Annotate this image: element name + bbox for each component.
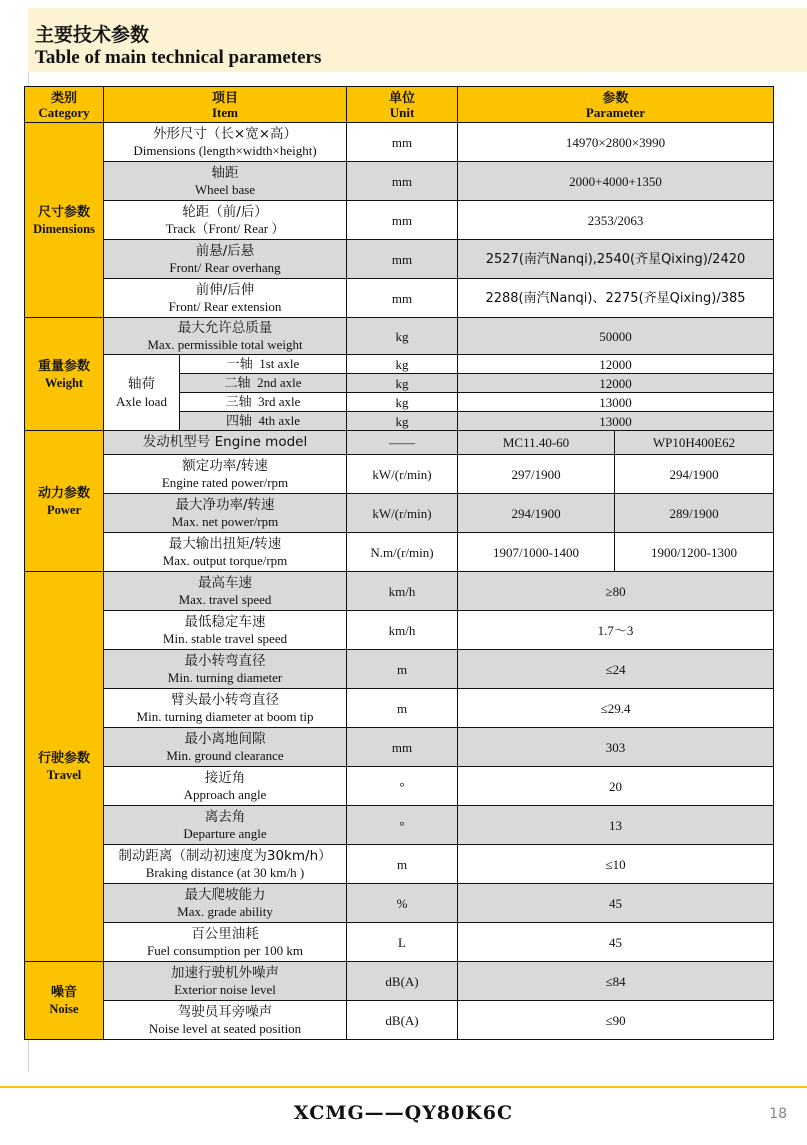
table-row <box>25 650 774 689</box>
unit-cell: m <box>347 689 458 728</box>
item-cell: 前伸/后伸 Front/ Rear extension <box>104 279 347 318</box>
item-cell: 驾驶员耳旁噪声 Noise level at seated position <box>104 1001 347 1040</box>
axle-item: 二轴 2nd axle <box>180 374 347 393</box>
unit-cell: % <box>347 884 458 923</box>
value-cell: 289/1900 <box>615 494 774 533</box>
unit-cell: km/h <box>347 572 458 611</box>
item-cell: 离去角 Departure angle <box>104 806 347 845</box>
unit-cell: mm <box>347 240 458 279</box>
value-cell: 2527(南汽Nanqi),2540(齐星Qixing)/2420 <box>458 240 774 279</box>
page-number: 18 <box>769 1106 787 1122</box>
value-cell: WP10H400E62 <box>615 431 774 455</box>
table-row <box>25 162 774 201</box>
unit-cell: m <box>347 650 458 689</box>
table-row <box>25 318 774 355</box>
value-cell: 1907/1000-1400 <box>458 533 615 572</box>
value-cell: ≤29.4 <box>458 689 774 728</box>
item-cell: 最低稳定车速 Min. stable travel speed <box>104 611 347 650</box>
table-row <box>25 279 774 318</box>
unit-cell: ° <box>347 806 458 845</box>
axle-item: 四轴 4th axle <box>180 412 347 431</box>
category-travel: 行驶参数 Travel <box>25 572 104 962</box>
header-unit: 单位 Unit <box>347 87 458 123</box>
footer-divider <box>0 1086 807 1088</box>
table-row <box>25 767 774 806</box>
value-cell: 13000 <box>458 393 774 412</box>
item-cell: 臂头最小转弯直径 Min. turning diameter at boom tip <box>104 689 347 728</box>
unit-cell: —— <box>347 431 458 455</box>
table-row <box>25 201 774 240</box>
header-item: 项目 Item <box>104 87 347 123</box>
item-cell: 最大净功率/转速 Max. net power/rpm <box>104 494 347 533</box>
category-dimensions: 尺寸参数 Dimensions <box>25 123 104 318</box>
category-power: 动力参数 Power <box>25 431 104 572</box>
value-cell: 294/1900 <box>458 494 615 533</box>
value-cell: 45 <box>458 923 774 962</box>
table-row <box>25 240 774 279</box>
spec-table <box>24 86 774 1040</box>
value-cell: 297/1900 <box>458 455 615 494</box>
value-cell: 50000 <box>458 318 774 355</box>
value-cell: 2000+4000+1350 <box>458 162 774 201</box>
header-category: 类别 Category <box>25 87 104 123</box>
unit-cell: dB(A) <box>347 1001 458 1040</box>
table-row <box>25 845 774 884</box>
item-cell: 最大爬坡能力 Max. grade ability <box>104 884 347 923</box>
unit-cell: mm <box>347 123 458 162</box>
value-cell: MC11.40-60 <box>458 431 615 455</box>
unit-cell: mm <box>347 201 458 240</box>
axle-item: 三轴 3rd axle <box>180 393 347 412</box>
item-cell: 接近角 Approach angle <box>104 767 347 806</box>
value-cell: 303 <box>458 728 774 767</box>
value-cell: 2288(南汽Nanqi)、2275(齐星Qixing)/385 <box>458 279 774 318</box>
unit-cell: m <box>347 845 458 884</box>
category-noise: 噪音 Noise <box>25 962 104 1040</box>
table-row <box>25 533 774 572</box>
value-cell: ≤90 <box>458 1001 774 1040</box>
value-cell: 1900/1200-1300 <box>615 533 774 572</box>
value-cell: ≤24 <box>458 650 774 689</box>
value-cell: ≤84 <box>458 962 774 1001</box>
footer-model: XCMG——QY80K6C <box>293 1102 514 1124</box>
item-cell: 最小转弯直径 Min. turning diameter <box>104 650 347 689</box>
table-row <box>25 494 774 533</box>
unit-cell: N.m/(r/min) <box>347 533 458 572</box>
table-row <box>25 123 774 162</box>
table-header-row <box>25 87 774 123</box>
value-cell: 13 <box>458 806 774 845</box>
unit-cell: dB(A) <box>347 962 458 1001</box>
table-row <box>25 455 774 494</box>
unit-cell: kW/(r/min) <box>347 455 458 494</box>
item-cell: 加速行驶机外噪声 Exterior noise level <box>104 962 347 1001</box>
table-row <box>25 806 774 845</box>
item-cell: 最小离地间隙 Min. ground clearance <box>104 728 347 767</box>
unit-cell: km/h <box>347 611 458 650</box>
value-cell: 12000 <box>458 355 774 374</box>
item-cell: 制动距离（制动初速度为30km/h） Braking distance (at 30 km/h ) <box>104 845 347 884</box>
value-cell: 20 <box>458 767 774 806</box>
value-cell: ≥80 <box>458 572 774 611</box>
item-cell: 最大输出扭矩/转速 Max. output torque/rpm <box>104 533 347 572</box>
table-row <box>25 689 774 728</box>
page-title-en: Table of main technical parameters <box>35 47 322 68</box>
axle-load-label: 轴荷 Axle load <box>104 355 180 431</box>
table-row <box>25 572 774 611</box>
value-cell: ≤10 <box>458 845 774 884</box>
item-cell: 额定功率/转速 Engine rated power/rpm <box>104 455 347 494</box>
unit-cell: kg <box>347 412 458 431</box>
table-row <box>25 611 774 650</box>
unit-cell: ° <box>347 767 458 806</box>
unit-cell: mm <box>347 279 458 318</box>
unit-cell: mm <box>347 728 458 767</box>
table-row <box>25 431 774 455</box>
unit-cell: mm <box>347 162 458 201</box>
item-cell: 最大允许总质量 Max. permissible total weight <box>104 318 347 355</box>
value-cell: 12000 <box>458 374 774 393</box>
unit-cell: kW/(r/min) <box>347 494 458 533</box>
item-cell: 外形尺寸（长×宽×高） Dimensions (length×width×height) <box>104 123 347 162</box>
table-row <box>25 355 774 374</box>
value-cell: 1.7～3 <box>458 611 774 650</box>
unit-cell: kg <box>347 374 458 393</box>
item-cell: 发动机型号 Engine model <box>104 431 347 455</box>
unit-cell: kg <box>347 318 458 355</box>
unit-cell: kg <box>347 355 458 374</box>
table-row <box>25 884 774 923</box>
page-header <box>28 8 807 72</box>
table-row <box>25 923 774 962</box>
category-weight: 重量参数 Weight <box>25 318 104 431</box>
axle-item: 一轴 1st axle <box>180 355 347 374</box>
value-cell: 13000 <box>458 412 774 431</box>
value-cell: 2353/2063 <box>458 201 774 240</box>
item-cell: 轴距 Wheel base <box>104 162 347 201</box>
unit-cell: L <box>347 923 458 962</box>
table-row <box>25 962 774 1001</box>
value-cell: 14970×2800×3990 <box>458 123 774 162</box>
item-cell: 最高车速 Max. travel speed <box>104 572 347 611</box>
unit-cell: kg <box>347 393 458 412</box>
item-cell: 前悬/后悬 Front/ Rear overhang <box>104 240 347 279</box>
value-cell: 45 <box>458 884 774 923</box>
item-cell: 轮距（前/后） Track（Front/ Rear ） <box>104 201 347 240</box>
item-cell: 百公里油耗 Fuel consumption per 100 km <box>104 923 347 962</box>
page-title-cn: 主要技术参数 <box>35 24 150 46</box>
table-row <box>25 728 774 767</box>
table-row <box>25 1001 774 1040</box>
value-cell: 294/1900 <box>615 455 774 494</box>
header-parameter: 参数 Parameter <box>458 87 774 123</box>
